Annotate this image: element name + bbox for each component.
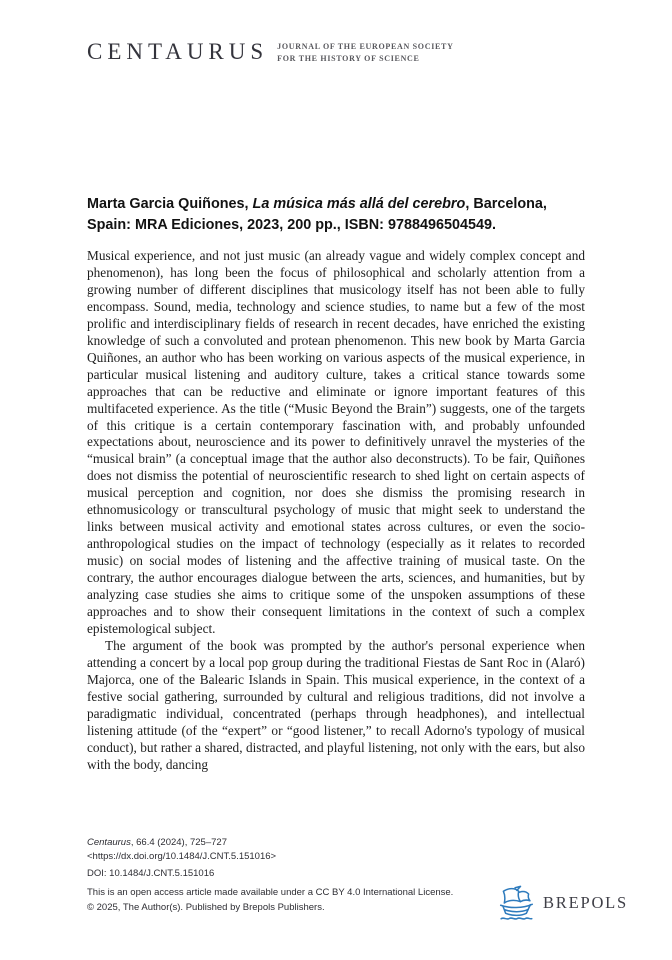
journal-tagline	[277, 40, 453, 65]
citation-line	[87, 836, 517, 850]
paragraph-1: Musical experience, and not just music (an already vague and widely complex concept and phenomenon), has long been the focus of philosophical and scholarly attention from a growing number of different disciplines that musicology itself has not been able to fully encompass. Sound, media, technology and science studies, to name but a few of the most prolific and interdisciplinary fields of research in recent decades, have enriched the existing knowledge of such a convoluted and protean phenomenon. This new book by Marta Garcia Quiñones, an author who has been working on various aspects of the musical experience, in particular musical listening and auditory culture, takes a critical stance towards some approaches that can be reductive and eliminate or ignore important features of this multifaceted experience. As the title (“Music Beyond the Brain”) suggests, one of the targets of this critique is a certain contemporary fascination with, and probably unfounded expectations about, neuroscience and its power to definitively unravel the mysteries of the “musical brain” (a conceptual image that the author also deconstructs). To be fair, Quiñones does not dismiss the potential of neuroscientific research to shed light on certain aspects of musical perception and cognition, nor does she dismiss the promising research in ethnomusicology or transcultural psychology of music that might seek to understand the links between musical activity and emotional states across cultures, or even the socio-anthropological studies on the impact of technology (especially as it relates to recorded music) on social modes of listening and the affective training of musical taste. On the contrary, the author encourages dialogue between the arts, sciences, and humanities, but by analyzing case studies she aims to critique some of the unspoken assumptions of these approaches and to show their consequent limitations in the context of such a complex epistemological subject.	[87, 248, 585, 636]
tagline-line-1: JOURNAL OF THE EUROPEAN SOCIETY	[277, 42, 454, 51]
brepols-logo-text: BREPOLS	[543, 893, 629, 912]
citation-journal-name: Centaurus	[87, 837, 131, 848]
paragraph-2: The argument of the book was prompted by the author's personal experience when attending a concert by a local pop group during the traditional Fiestas de Sant Roc in (Alaró) Majorca, one of the Balearic Islands in Spain. This musical experience, in the context of a festive social gathering, surrounded by cultural and religious traditions, did not involve a paradigmatic individual, concentrated (perhaps through headphones), and intellectual listening attitude (of the “expert” or “good listener,” to recall Adorno's typology of musical conduct), but rather a shared, distracted, and playful listening, not only with the ears, but also with the body, dancing	[87, 637, 585, 772]
reviewed-book-title: La música más allá del cerebro	[252, 196, 466, 212]
review-heading-author: Marta Garcia Quiñones,	[87, 196, 253, 212]
tagline-line-2: FOR THE HISTORY OF SCIENCE	[277, 54, 420, 63]
review-heading-publication-info: , Barcelona, Spain: MRA Ediciones, 2023, 200 pp., ISBN: 9788496504549.	[87, 196, 547, 233]
license-line: This is an open access article made available under a CC BY 4.0 International License.	[87, 887, 454, 898]
doi-line: DOI: 10.1484/J.CNT.5.151016	[87, 868, 215, 879]
brepols-ship-icon	[496, 885, 536, 921]
page-footer	[87, 836, 517, 915]
doi-url-line: <https://dx.doi.org/10.1484/J.CNT.5.151016>	[87, 850, 277, 862]
citation-volume-pages: , 66.4 (2024), 725–727	[130, 837, 227, 848]
copyright-line: © 2025, The Author(s). Published by Brepols Publishers.	[87, 901, 325, 913]
brepols-logo	[496, 885, 628, 921]
centaurus-wordmark: CENTAURUS	[87, 39, 269, 64]
review-body	[87, 248, 585, 774]
journal-masthead	[87, 40, 454, 65]
review-heading	[87, 194, 590, 236]
